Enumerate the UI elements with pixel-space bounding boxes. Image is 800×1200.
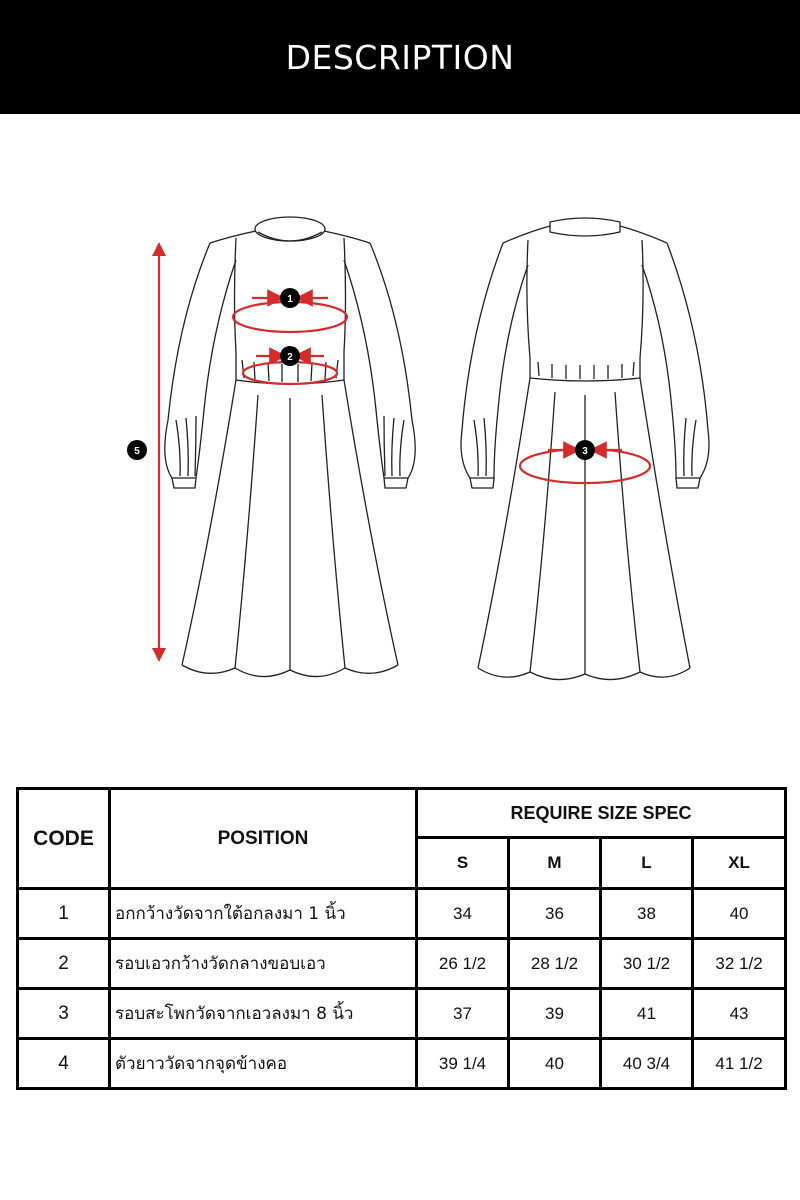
svg-text:1: 1 <box>287 294 293 305</box>
row-value-s: 34 <box>417 889 509 939</box>
row-code: 2 <box>18 939 110 989</box>
header-position: POSITION <box>110 789 417 889</box>
row-value-l: 30 1/2 <box>601 939 693 989</box>
row-position: อกกว้างวัดจากใต้อกลงมา 1 นิ้ว <box>110 889 417 939</box>
row-value-l: 38 <box>601 889 693 939</box>
header-size-xl: XL <box>693 838 786 889</box>
dress-front <box>165 217 415 677</box>
table-row <box>18 889 786 939</box>
size-spec-table <box>16 787 787 1090</box>
marker-1 <box>280 288 300 308</box>
svg-text:5: 5 <box>134 446 140 457</box>
row-value-s: 39 1/4 <box>417 1039 509 1089</box>
row-position: รอบสะโพกวัดจากเอวลงมา 8 นิ้ว <box>110 989 417 1039</box>
row-code: 3 <box>18 989 110 1039</box>
dress-illustration <box>0 114 800 774</box>
marker-2 <box>280 346 300 366</box>
row-value-xl: 32 1/2 <box>693 939 786 989</box>
row-value-m: 36 <box>509 889 601 939</box>
header-require-size-spec: REQUIRE SIZE SPEC <box>417 789 786 838</box>
row-value-m: 40 <box>509 1039 601 1089</box>
row-code: 1 <box>18 889 110 939</box>
page-title: DESCRIPTION <box>285 37 515 77</box>
table-row <box>18 1039 786 1089</box>
row-value-xl: 43 <box>693 989 786 1039</box>
row-value-l: 40 3/4 <box>601 1039 693 1089</box>
svg-text:2: 2 <box>287 352 293 363</box>
row-value-m: 39 <box>509 989 601 1039</box>
table-row <box>18 939 786 989</box>
header-size-s: S <box>417 838 509 889</box>
row-value-m: 28 1/2 <box>509 939 601 989</box>
svg-text:3: 3 <box>582 446 588 457</box>
row-value-s: 26 1/2 <box>417 939 509 989</box>
measure-length-arrow <box>152 242 166 662</box>
row-position: ตัวยาววัดจากจุดข้างคอ <box>110 1039 417 1089</box>
header-banner <box>0 0 800 114</box>
header-code: CODE <box>18 789 110 889</box>
row-value-xl: 41 1/2 <box>693 1039 786 1089</box>
marker-5 <box>127 440 147 460</box>
marker-3 <box>575 440 595 460</box>
row-code: 4 <box>18 1039 110 1089</box>
table-row <box>18 989 786 1039</box>
header-size-m: M <box>509 838 601 889</box>
row-value-l: 41 <box>601 989 693 1039</box>
header-size-l: L <box>601 838 693 889</box>
row-value-s: 37 <box>417 989 509 1039</box>
row-value-xl: 40 <box>693 889 786 939</box>
row-position: รอบเอวกว้างวัดกลางขอบเอว <box>110 939 417 989</box>
